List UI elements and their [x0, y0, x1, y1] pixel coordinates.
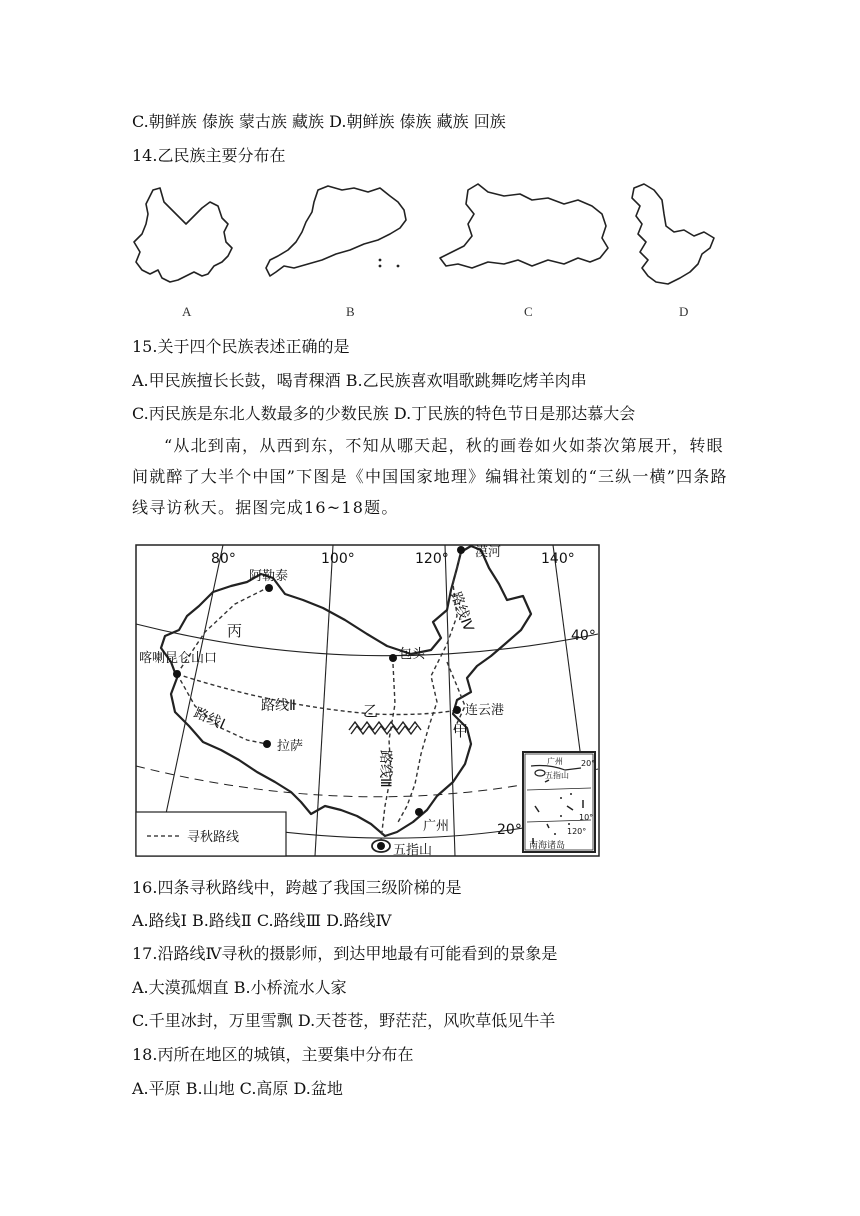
passage: “从北到南，从西到东，不知从哪天起，秋的画卷如火如荼次第展开，转眼间就醉了大半个中国”下图是《中国国家地理》编辑社策划的“三纵一横”四条路线寻访秋天。据图完成16~18题。: [132, 436, 728, 517]
q18-options: A.平原 B.山地 C.高原 D.盆地: [132, 1079, 343, 1098]
label-wuzhishan: 五指山: [393, 843, 433, 857]
q15-options-cd: C.丙民族是东北人数最多的少数民族 D.丁民族的特色节日是那达慕大会: [132, 404, 636, 423]
lon-100: 100°: [321, 551, 355, 567]
inset-lat-10: 10°: [579, 813, 594, 822]
lat-40: 40°: [571, 628, 596, 644]
label-mohe: 漠河: [475, 545, 502, 560]
karakoram-point: [173, 670, 181, 678]
outline-c-hubei: [440, 184, 608, 268]
q18-stem: 18.丙所在地区的城镇，主要集中分布在: [132, 1045, 414, 1064]
label-lhasa: 拉萨: [277, 739, 304, 754]
region-yi: 乙: [363, 702, 379, 720]
altay-point: [265, 584, 273, 592]
label-altay: 阿勒泰: [249, 569, 289, 584]
inset-wuzhishan: 五指山: [545, 771, 569, 780]
inset-guangzhou: 广州: [547, 757, 563, 766]
region-bing: 丙: [227, 622, 243, 640]
q13-options-cd: C.朝鲜族 傣族 蒙古族 藏族 D.朝鲜族 傣族 藏族 回族: [132, 112, 506, 131]
lon-80: 80°: [211, 551, 236, 567]
inset-title: 南海诸岛: [529, 841, 566, 851]
outline-d-heilongjiang: [632, 184, 714, 284]
outline-label-b: B: [346, 304, 355, 319]
legend-label: 寻秋路线: [187, 830, 240, 845]
q15-options-ab: A.甲民族擅长长鼓，喝青稞酒 B.乙民族喜欢唱歌跳舞吃烤羊肉串: [132, 371, 587, 390]
q16-options: A.路线Ⅰ B.路线Ⅱ C.路线Ⅲ D.路线Ⅳ: [132, 911, 392, 930]
lat-20: 20°: [497, 822, 522, 838]
region-jia: 甲: [453, 722, 469, 740]
label-baotou: 包头: [399, 647, 426, 662]
outline-label-a: A: [182, 304, 192, 319]
mohe-point: [457, 546, 465, 554]
lianyungang-point: [453, 706, 461, 714]
outline-a-yunnan: [134, 188, 232, 282]
q15-stem: 15.关于四个民族表述正确的是: [132, 337, 350, 356]
label-route-2: 路线Ⅱ: [261, 698, 296, 714]
south-china-sea-inset: [523, 752, 595, 852]
map-svg: [135, 544, 600, 857]
outline-label-d: D: [679, 304, 689, 319]
label-route-1: 路线Ⅰ: [191, 705, 228, 733]
label-lianyungang: 连云港: [465, 703, 505, 718]
q16-stem: 16.四条寻秋路线中，跨越了我国三级阶梯的是: [132, 878, 462, 897]
wuzhishan-point: [377, 842, 385, 850]
label-route-4: 路线Ⅳ: [447, 589, 477, 634]
lhasa-point: [263, 740, 271, 748]
q17-options-cd: C.千里冰封，万里雪飘 D.天苍苍，野茫茫，风吹草低见牛羊: [132, 1011, 556, 1030]
guangzhou-point: [415, 808, 423, 816]
china-autumn-route-map: [135, 544, 600, 857]
province-outlines: [128, 180, 728, 320]
q17-options-ab: A.大漠孤烟直 B.小桥流水人家: [132, 978, 347, 997]
q14-stem: 14.乙民族主要分布在: [132, 146, 286, 165]
outline-b-guangdong: [266, 186, 406, 276]
island-dots: [379, 259, 400, 268]
province-outline-options: [128, 180, 728, 320]
q17-stem: 17.沿路线Ⅳ寻秋的摄影师，到达甲地最有可能看到的景象是: [132, 944, 558, 963]
baotou-point: [389, 654, 397, 662]
lon-120: 120°: [415, 551, 449, 567]
outline-label-c: C: [524, 304, 533, 319]
inset-lat-20: 20°: [581, 759, 596, 768]
label-route-3: 路线Ⅲ: [377, 750, 393, 788]
inset-lon-120: 120°: [567, 827, 587, 836]
lon-140: 140°: [541, 551, 575, 567]
label-guangzhou: 广州: [423, 819, 450, 834]
label-karakoram: 喀喇昆仑山口: [139, 651, 218, 666]
